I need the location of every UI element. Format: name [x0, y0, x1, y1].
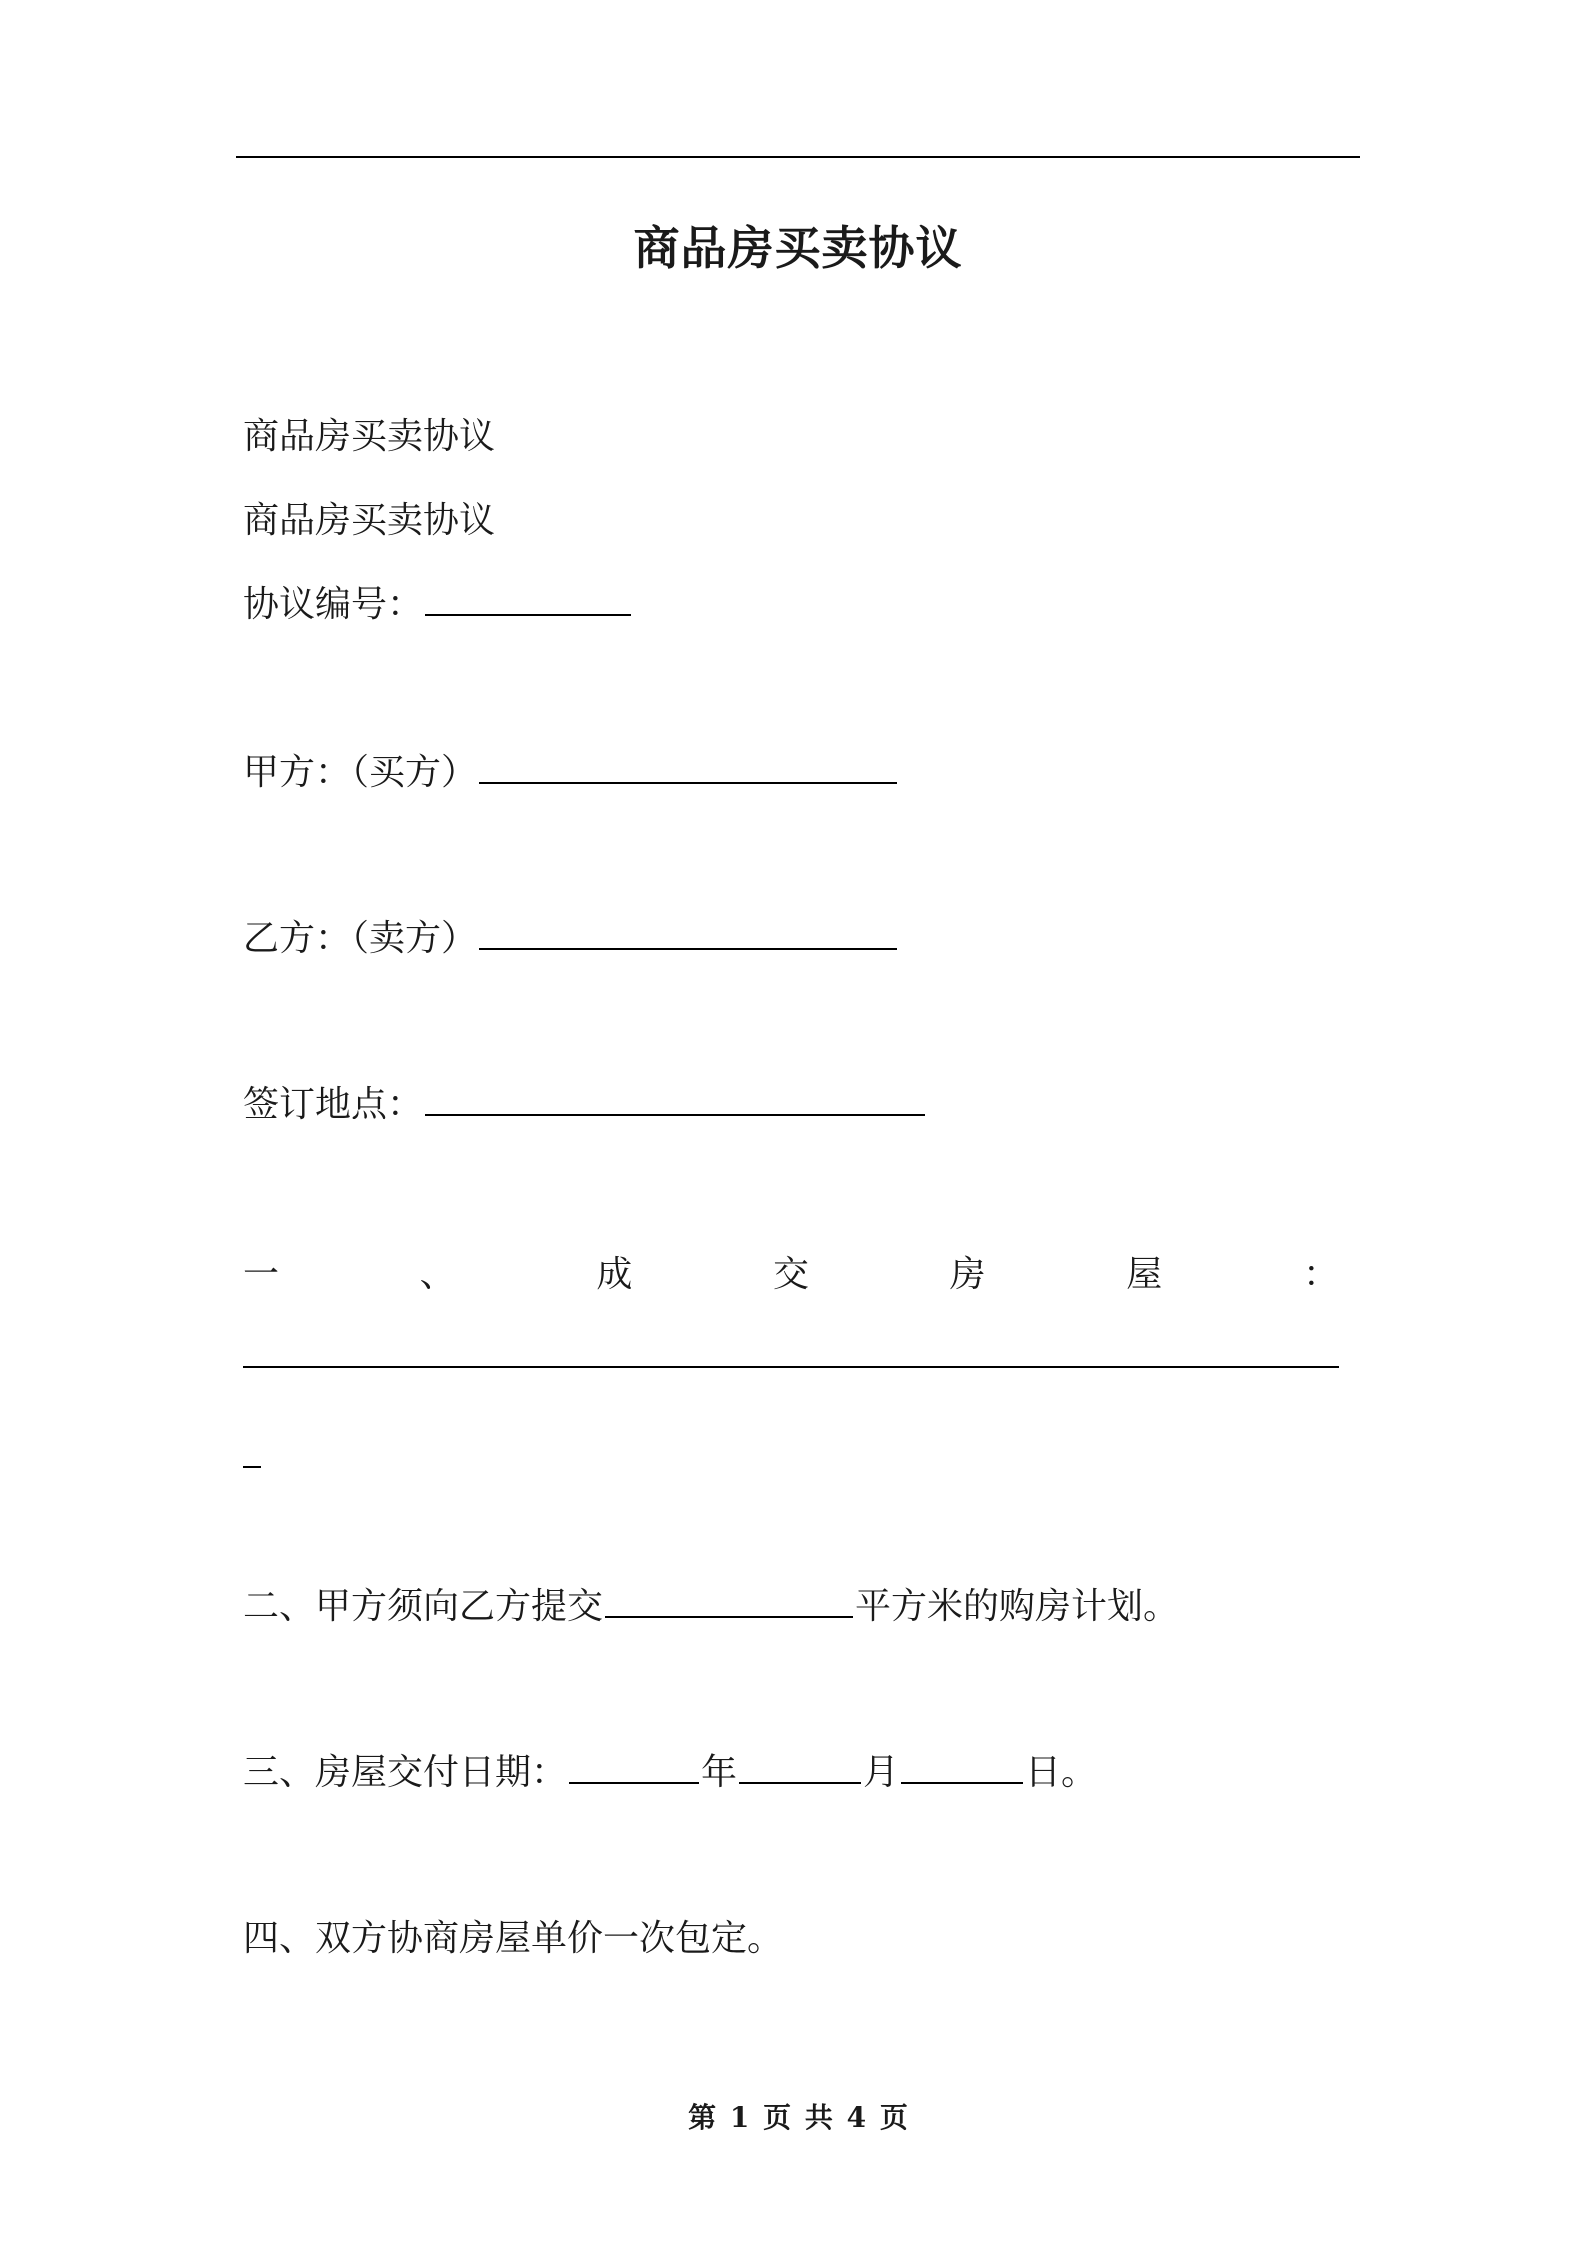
page-number: 第 1 页 共 4 页 — [688, 2101, 908, 2134]
month-label: 月 — [863, 1752, 900, 1793]
party-a-row — [243, 750, 899, 796]
party-b-blank — [479, 916, 897, 950]
party-b-row — [243, 916, 899, 962]
party-a-blank — [479, 750, 897, 784]
clause-3-prefix: 三、房屋交付日期： — [243, 1752, 568, 1793]
heading-line-1: 商品房买卖协议 — [243, 416, 496, 457]
clause-1-char: ： — [1302, 1254, 1339, 1295]
clause-1-heading — [243, 1252, 1339, 1298]
party-a-label: 甲方：（买方） — [243, 752, 478, 793]
clause-1-blank-continued — [243, 1466, 261, 1468]
clause-1-char: 屋 — [1126, 1254, 1163, 1295]
party-b-label: 乙方：（卖方） — [243, 918, 478, 959]
day-blank — [901, 1750, 1023, 1784]
heading-line-2: 商品房买卖协议 — [243, 500, 496, 541]
agreement-number-label: 协议编号： — [243, 584, 424, 625]
clause-2-row — [243, 1584, 1179, 1630]
year-label: 年 — [701, 1752, 738, 1793]
clause-1-char: 交 — [772, 1254, 809, 1295]
clause-1-blank — [243, 1366, 1339, 1368]
agreement-number-blank — [425, 582, 631, 616]
signing-place-label: 签订地点： — [243, 1084, 424, 1125]
clause-3-row — [243, 1750, 1097, 1796]
year-blank — [569, 1750, 699, 1784]
clause-2-suffix: 平方米的购房计划。 — [855, 1586, 1180, 1627]
clause-2-prefix: 二、甲方须向乙方提交 — [243, 1586, 604, 1627]
clause-1-char: 成 — [596, 1254, 633, 1295]
area-blank — [605, 1584, 853, 1618]
document-title: 商品房买卖协议 — [633, 221, 963, 275]
clause-1-char: 、 — [419, 1254, 456, 1295]
clause-1-char: 一 — [243, 1254, 280, 1295]
signing-place-row — [243, 1082, 927, 1128]
agreement-number-row — [243, 582, 633, 628]
day-label: 日。 — [1025, 1752, 1098, 1793]
signing-place-blank — [425, 1082, 925, 1116]
month-blank — [739, 1750, 861, 1784]
clause-1-char: 房 — [949, 1254, 986, 1295]
header-rule — [236, 156, 1360, 158]
clause-4-row: 四、双方协商房屋单价一次包定。 — [243, 1918, 784, 1959]
